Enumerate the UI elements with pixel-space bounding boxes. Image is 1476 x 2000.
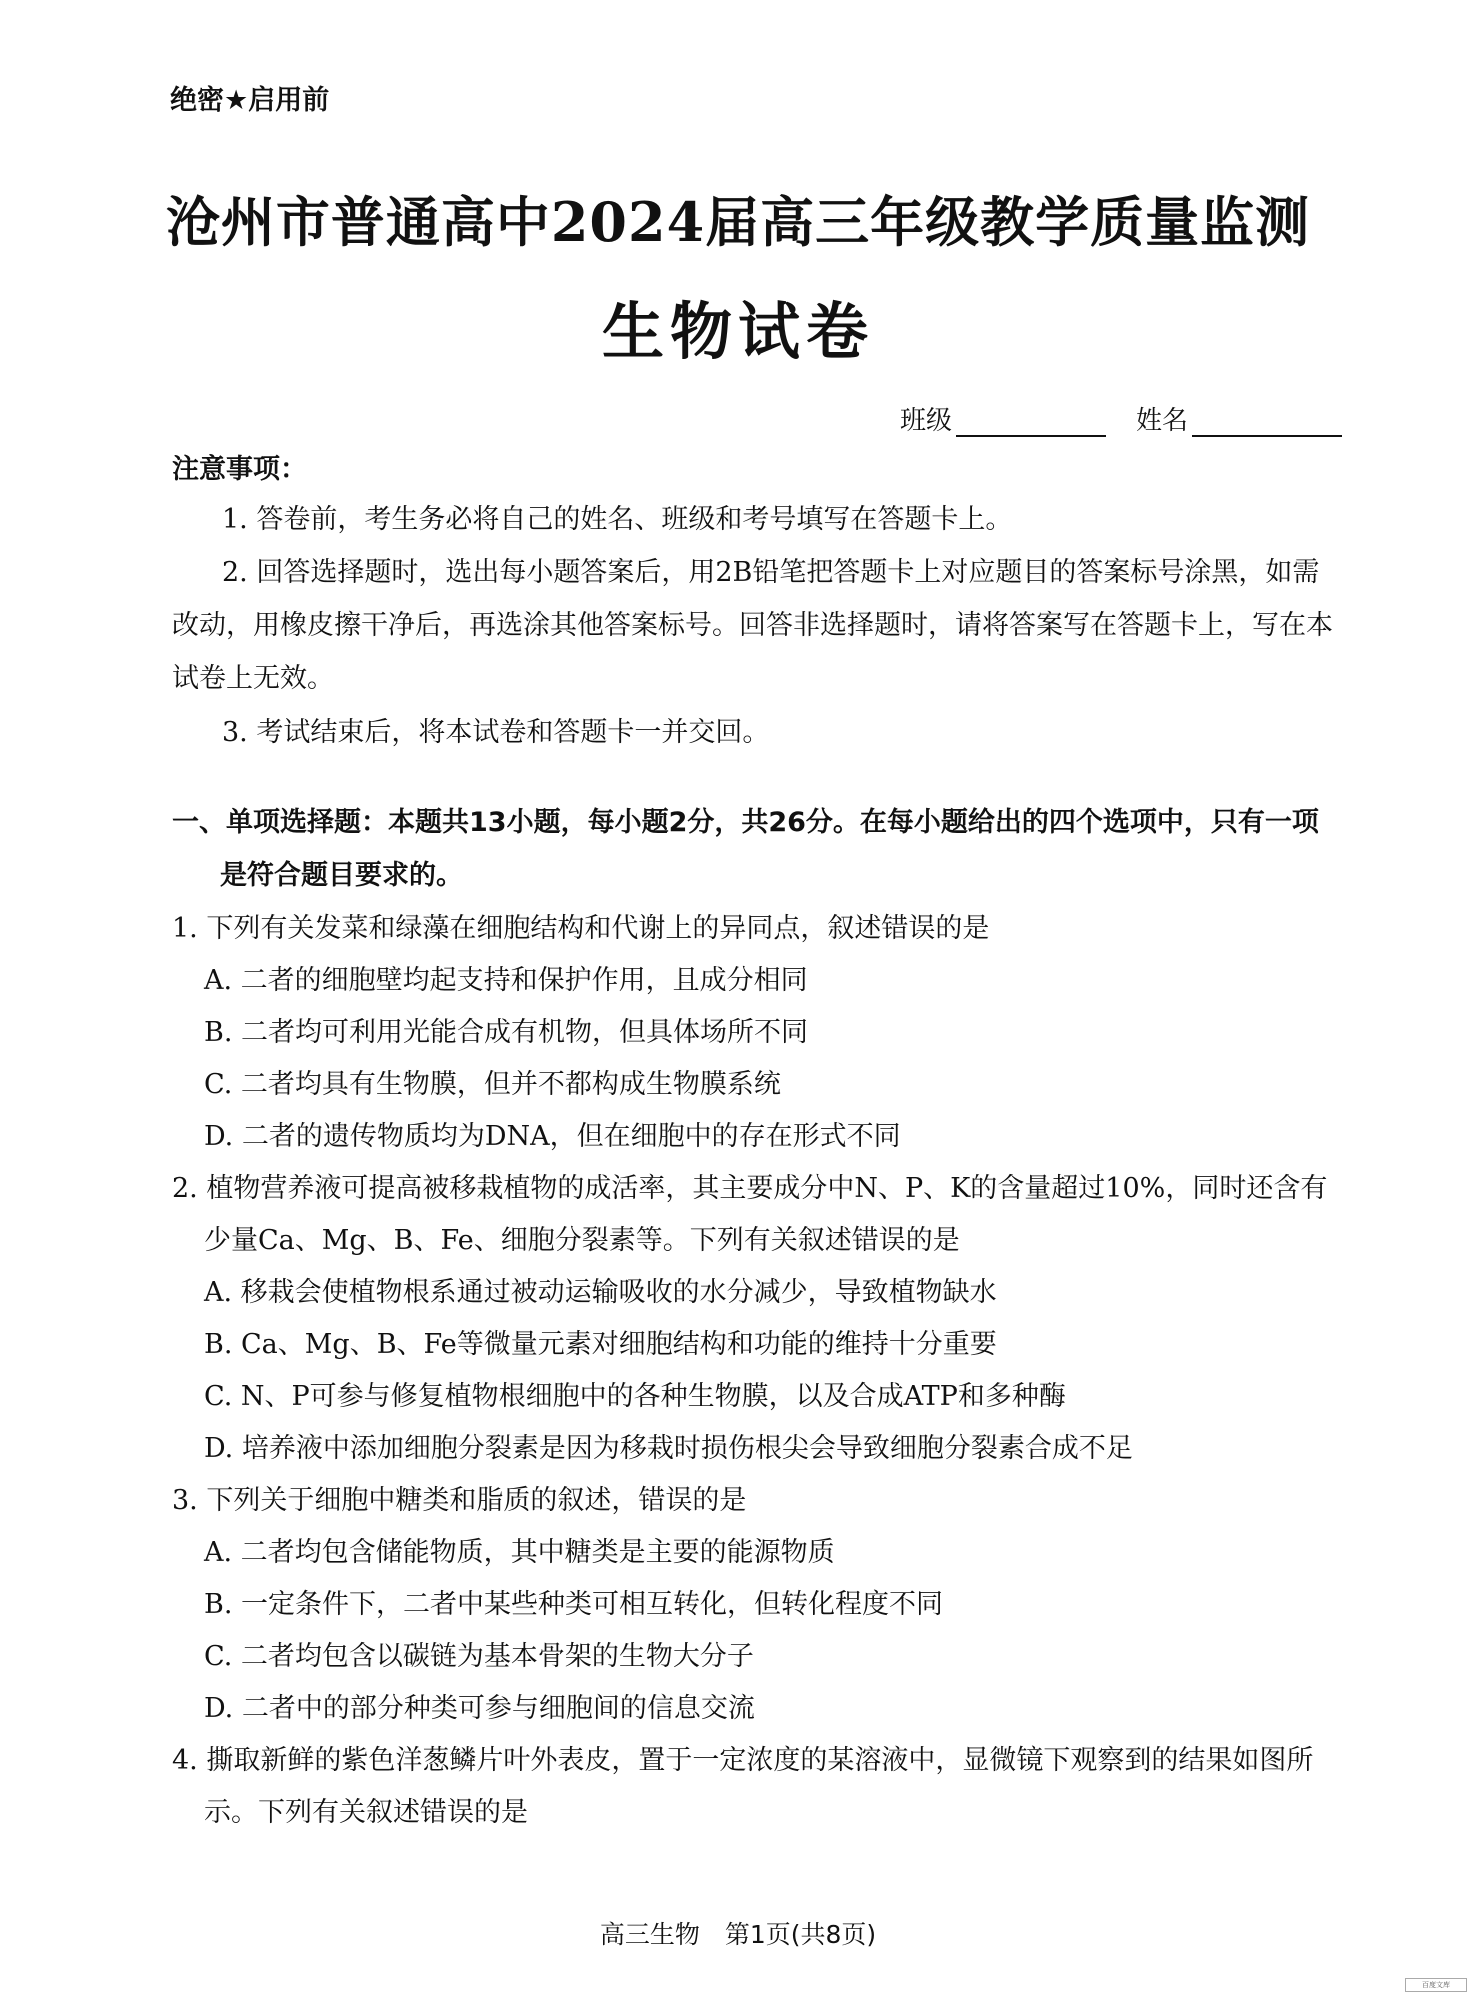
question-2-stem-line-1: 2. 植物营养液可提高被移栽植物的成活率，其主要成分中N、P、K的含量超过10%，同时还含有 (172, 1173, 1328, 1204)
question-4-stem-line-1: 4. 撕取新鲜的紫色洋葱鳞片叶外表皮，置于一定浓度的某溶液中，显微镜下观察到的结果如图所 (172, 1745, 1314, 1776)
class-blank[interactable] (956, 405, 1106, 437)
notice-item-1: 1. 答卷前，考生务必将自己的姓名、班级和考号填写在答题卡上。 (222, 504, 1013, 535)
question-3-option-a: A. 二者均包含储能物质，其中糖类是主要的能源物质 (204, 1537, 835, 1568)
class-field (900, 400, 1106, 437)
section-heading-line-2: 是符合题目要求的。 (220, 860, 463, 891)
question-3-stem: 3. 下列关于细胞中糖类和脂质的叙述，错误的是 (172, 1485, 747, 1516)
name-blank[interactable] (1192, 405, 1342, 437)
question-2-option-c: C. N、P可参与修复植物根细胞中的各种生物膜，以及合成ATP和多种酶 (204, 1381, 1066, 1412)
page-footer: 高三生物 第1页(共8页) (599, 1920, 877, 1949)
notice-item-3: 3. 考试结束后，将本试卷和答题卡一并交回。 (222, 717, 770, 748)
question-3-option-c: C. 二者均包含以碳链为基本骨架的生物大分子 (204, 1641, 754, 1672)
question-1-option-a: A. 二者的细胞壁均起支持和保护作用，且成分相同 (204, 965, 808, 996)
student-info-fields (900, 400, 1372, 437)
class-label: 班级 (900, 406, 953, 436)
confidential-label: 绝密★启用前 (170, 85, 330, 116)
notice-item-2-line-2: 改动，用橡皮擦干净后，再选涂其他答案标号。回答非选择题时，请将答案写在答题卡上，写在本 (172, 610, 1333, 641)
exam-title: 沧州市普通高中2024届高三年级教学质量监测 (165, 190, 1311, 254)
watermark-stamp: 百度文库 (1405, 1978, 1467, 1992)
question-2-option-b: B. Ca、Mg、B、Fe等微量元素对细胞结构和功能的维持十分重要 (204, 1329, 997, 1360)
question-3-option-b: B. 一定条件下，二者中某些种类可相互转化，但转化程度不同 (204, 1589, 944, 1620)
exam-subtitle: 生物试卷 (601, 295, 874, 368)
notice-title: 注意事项： (172, 454, 307, 485)
question-1-option-b: B. 二者均可利用光能合成有机物，但具体场所不同 (204, 1017, 809, 1048)
question-3-option-d: D. 二者中的部分种类可参与细胞间的信息交流 (204, 1693, 755, 1724)
name-field (1136, 400, 1342, 437)
question-2-stem-line-2: 少量Ca、Mg、B、Fe、细胞分裂素等。下列有关叙述错误的是 (204, 1225, 960, 1256)
question-2-option-a: A. 移栽会使植物根系通过被动运输吸收的水分减少，导致植物缺水 (204, 1277, 997, 1308)
name-label: 姓名 (1136, 406, 1189, 436)
section-heading-line-1: 一、单项选择题：本题共13小题，每小题2分，共26分。在每小题给出的四个选项中，只有一项 (172, 807, 1319, 838)
question-1-option-c: C. 二者均具有生物膜，但并不都构成生物膜系统 (204, 1069, 781, 1100)
notice-item-2-line-1: 2. 回答选择题时，选出每小题答案后，用2B铅笔把答题卡上对应题目的答案标号涂黑，如需 (222, 557, 1320, 588)
question-2-option-d: D. 培养液中添加细胞分裂素是因为移栽时损伤根尖会导致细胞分裂素合成不足 (204, 1433, 1133, 1464)
question-1-stem: 1. 下列有关发菜和绿藻在细胞结构和代谢上的异同点，叙述错误的是 (172, 913, 990, 944)
question-4-stem-line-2: 示。下列有关叙述错误的是 (204, 1797, 528, 1828)
question-1-option-d: D. 二者的遗传物质均为DNA，但在细胞中的存在形式不同 (204, 1121, 901, 1152)
notice-item-2-line-3: 试卷上无效。 (172, 663, 334, 694)
